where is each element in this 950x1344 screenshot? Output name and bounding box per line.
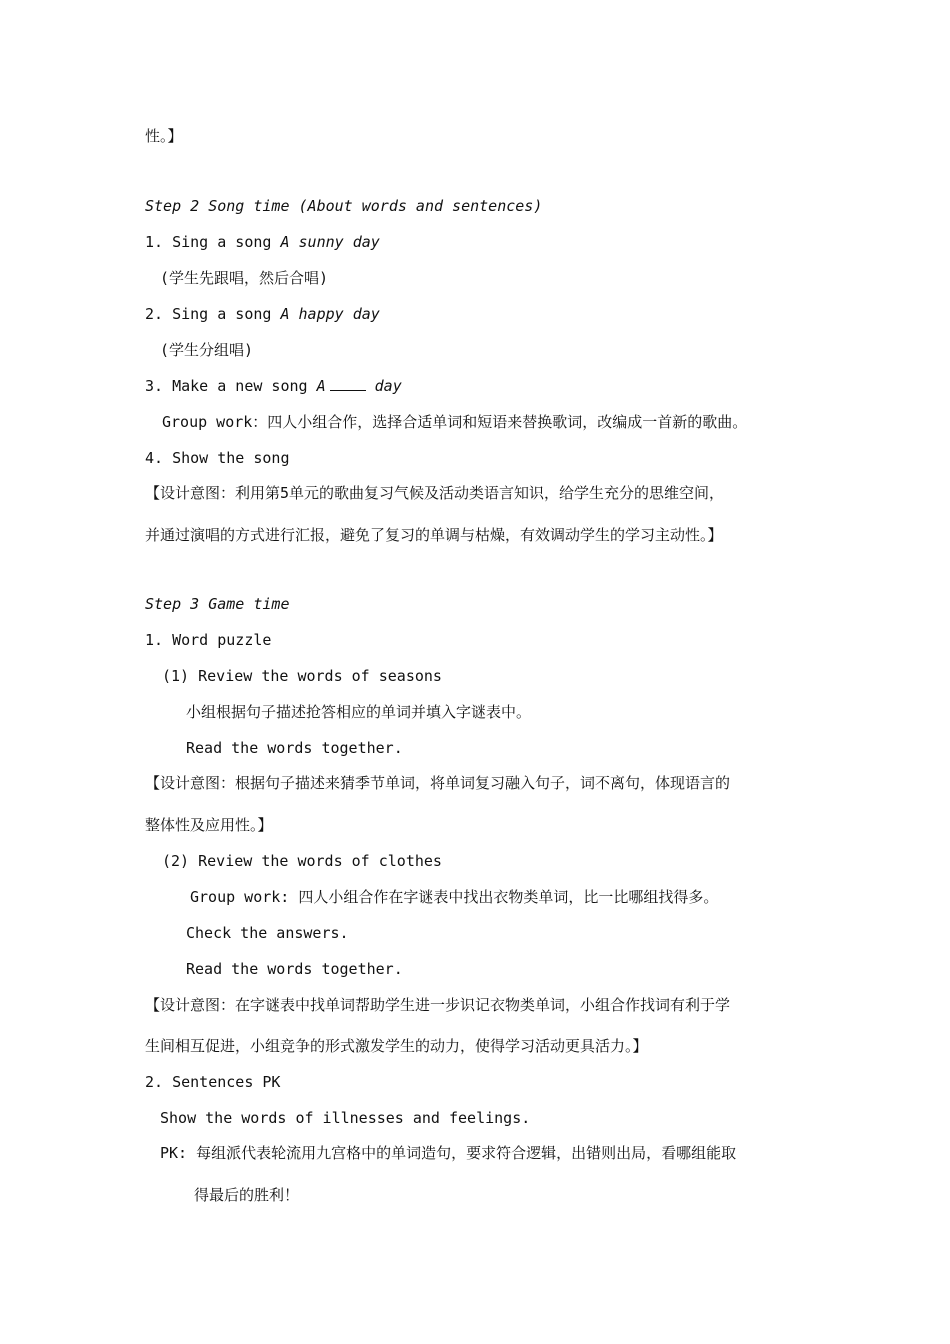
- text-line: Read the words together.: [186, 739, 403, 757]
- text-line: PK: 每组派代表轮流用九宫格中的单词造句，要求符合逻辑，出错则出局，看哪组能取: [160, 1144, 737, 1162]
- design-intent: 【设计意图：根据句子描述来猜季节单词，将单词复习融入句子，词不离句，体现语言的: [145, 774, 731, 792]
- list-item: 4. Show the song: [145, 449, 290, 467]
- text-line: Group work: 四人小组合作在字谜表中找出衣物类单词，比一比哪组找得多。: [190, 888, 719, 906]
- design-intent: 【设计意图：在字谜表中找单词帮助学生进一步识记衣物类单词，小组合作找词有利于学: [145, 996, 731, 1014]
- item-text: 2. Sing a song: [145, 305, 281, 323]
- text-line: 小组根据句子描述抢答相应的单词并填入字谜表中。: [186, 703, 532, 721]
- sub-item: (1) Review the words of seasons: [162, 667, 442, 685]
- text-line: (学生先跟唱，然后合唱): [160, 269, 329, 287]
- item-text: 1. Sing a song: [145, 233, 281, 251]
- list-item: 2. Sentences PK: [145, 1073, 281, 1091]
- text-line: Group work：四人小组合作，选择合适单词和短语来替换歌词，改编成一首新的歌曲。: [162, 413, 748, 431]
- text-line: Show the words of illnesses and feelings.: [160, 1109, 531, 1127]
- design-intent: 【设计意图：利用第5单元的歌曲复习气候及活动类语言知识，给学生充分的思维空间，: [145, 484, 725, 502]
- list-item: [145, 376, 402, 396]
- text-line: (学生分组唱): [160, 341, 254, 359]
- step-3-heading: Step 3 Game time: [145, 595, 290, 613]
- list-item: [145, 232, 380, 252]
- song-title: A sunny day: [280, 233, 380, 251]
- text-line: Read the words together.: [186, 960, 403, 978]
- design-intent: 生间相互促进，小组竞争的形式激发学生的动力，使得学习活动更具活力。】: [145, 1037, 648, 1055]
- text-line: 得最后的胜利！: [194, 1186, 300, 1204]
- text-line: Check the answers.: [186, 924, 349, 942]
- text-line: 性。】: [145, 127, 183, 145]
- step-2-heading: Step 2 Song time (About words and sentences): [145, 197, 543, 215]
- item-text: 3. Make a new song: [145, 377, 317, 395]
- list-item: [145, 304, 380, 324]
- design-intent: 整体性及应用性。】: [145, 816, 273, 834]
- song-title-a: A: [316, 377, 326, 395]
- list-item: 1. Word puzzle: [145, 631, 272, 649]
- song-title-day: day: [365, 377, 402, 395]
- design-intent: 并通过演唱的方式进行汇报，避免了复习的单调与枯燥，有效调动学生的学习主动性。】: [145, 526, 723, 544]
- fill-in-blank: [330, 376, 366, 391]
- song-title: A happy day: [280, 305, 380, 323]
- sub-item: (2) Review the words of clothes: [162, 852, 442, 870]
